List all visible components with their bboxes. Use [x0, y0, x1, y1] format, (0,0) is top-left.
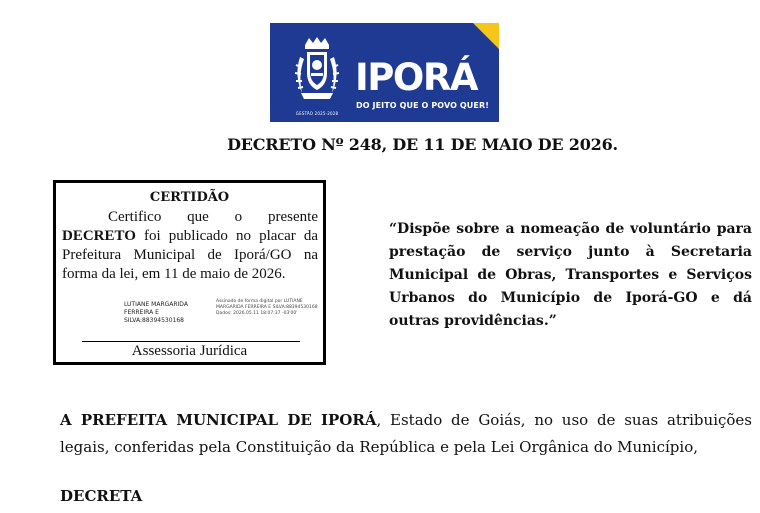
certificate-footer: Assessoria Jurídica [131, 343, 248, 359]
decreta-heading: DECRETA [60, 487, 143, 505]
preamble-text: , Estado de Goiás, no uso de suas atribuições legais, conferidas pela Constituição da República e pela Lei Orgânica do Município, [60, 411, 752, 456]
certificate-text-part-2: foi publicado no placar da Prefeitura Municipal de Iporá/GO na forma da lei, em 11 de maio de 2026. [62, 228, 318, 282]
certificate-heading: CERTIDÃO [149, 190, 230, 205]
municipal-logo-banner [270, 23, 499, 122]
certificate-bold-word: DECRETO [62, 228, 136, 244]
preamble-authority: A PREFEITA MUNICIPAL DE IPORÁ [60, 411, 377, 429]
signer-name: LUTIANE MARGARIDA FERREIRA E SILVA:88394530168 [124, 301, 188, 324]
certificate-box [53, 180, 326, 365]
signature-line [82, 341, 300, 342]
decree-title: DECRETO Nº 248, DE 11 DE MAIO DE 2026. [227, 135, 618, 154]
certificate-text [62, 208, 318, 284]
decree-preamble [60, 407, 752, 461]
coat-of-arms-icon [292, 35, 342, 109]
city-brand-name: IPORÁ [355, 56, 477, 99]
corner-accent [473, 23, 499, 49]
digital-signature-stamp: Assinado de forma digital por LUTIANE MARGARIDA FERREIRA E SILVA:88394530168 Dados: 2026.05.11 18:07:37 -03'00' [216, 299, 318, 316]
crest-caption: GESTÃO 2025-2028 [295, 111, 339, 116]
certificate-text-part-1: Certifico que o presente [108, 209, 318, 225]
decree-summary: “Dispõe sobre a nomeação de voluntário para prestação de serviço junto à Secretaria Municipal de Obras, Transportes e Serviços Urbanos do Município de Iporá-GO e dá outras providências.” [389, 221, 752, 329]
city-slogan: DO JEITO QUE O POVO QUER! [356, 101, 489, 110]
